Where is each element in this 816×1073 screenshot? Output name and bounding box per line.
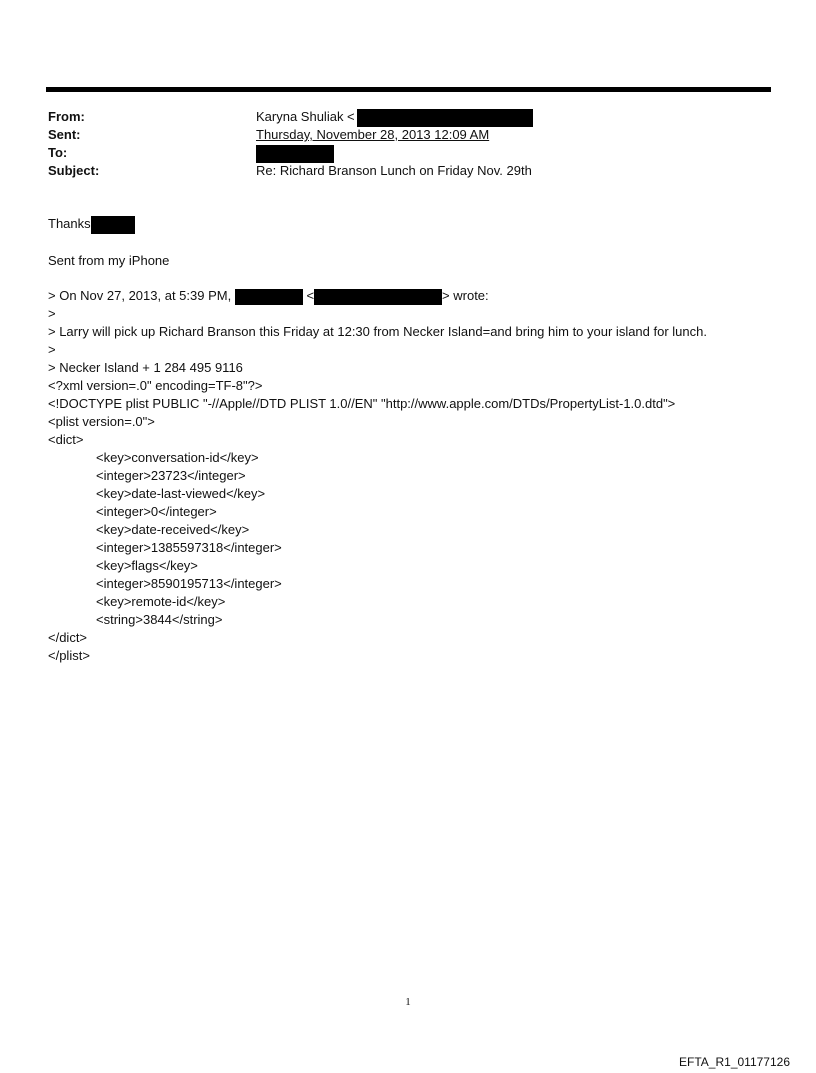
redaction-block bbox=[235, 289, 303, 305]
quote-gt-line: > bbox=[48, 306, 56, 321]
to-label: To: bbox=[48, 145, 68, 160]
xml-line: </dict> bbox=[48, 630, 88, 645]
redaction-block bbox=[314, 289, 442, 305]
subject-value: Re: Richard Branson Lunch on Friday Nov. 29th bbox=[256, 163, 532, 178]
xml-line: <dict> bbox=[48, 432, 84, 447]
xml-line: <string>3844</string> bbox=[96, 612, 223, 627]
xml-line: <plist version=.0"> bbox=[48, 414, 155, 429]
thanks-line bbox=[48, 215, 135, 234]
quote-suffix: > wrote: bbox=[442, 288, 489, 303]
quote-message-line: > Larry will pick up Richard Branson this Friday at 12:30 from Necker Island=and bring him to your island for lunch. bbox=[48, 324, 707, 339]
redaction-block bbox=[357, 109, 533, 127]
signature-line: Sent from my iPhone bbox=[48, 253, 170, 268]
to-value bbox=[256, 144, 334, 163]
redaction-block bbox=[91, 216, 135, 234]
xml-line: <?xml version=.0" encoding=TF-8"?> bbox=[48, 378, 263, 393]
subject-label: Subject: bbox=[48, 163, 100, 178]
quote-lt: < bbox=[306, 288, 315, 303]
xml-line: <key>date-received</key> bbox=[96, 522, 250, 537]
sent-label: Sent: bbox=[48, 127, 81, 142]
xml-line: <integer>1385597318</integer> bbox=[96, 540, 282, 555]
xml-line: </plist> bbox=[48, 648, 90, 663]
from-value bbox=[256, 108, 533, 127]
document-id: EFTA_R1_01177126 bbox=[679, 1055, 790, 1069]
quote-necker-line: > Necker Island + 1 284 495 9116 bbox=[48, 360, 243, 375]
redaction-block bbox=[256, 145, 334, 163]
xml-line: <integer>0</integer> bbox=[96, 504, 217, 519]
from-label: From: bbox=[48, 109, 85, 124]
from-name: Karyna Shuliak < bbox=[256, 109, 355, 124]
xml-line: <!DOCTYPE plist PUBLIC "-//Apple//DTD PLIST 1.0//EN" "http://www.apple.com/DTDs/PropertyList-1.0.dtd"> bbox=[48, 396, 676, 411]
quote-header-line bbox=[48, 287, 489, 305]
sent-value: Thursday, November 28, 2013 12:09 AM bbox=[256, 127, 490, 142]
header-rule bbox=[46, 87, 771, 92]
xml-line: <key>remote-id</key> bbox=[96, 594, 226, 609]
quote-gt-line: > bbox=[48, 342, 56, 357]
xml-line: <key>conversation-id</key> bbox=[96, 450, 259, 465]
thanks-text: Thanks bbox=[48, 216, 91, 231]
xml-line: <integer>8590195713</integer> bbox=[96, 576, 282, 591]
xml-line: <integer>23723</integer> bbox=[96, 468, 246, 483]
xml-line: <key>date-last-viewed</key> bbox=[96, 486, 266, 501]
page-number: 1 bbox=[405, 996, 411, 1008]
quote-prefix: > On Nov 27, 2013, at 5:39 PM, bbox=[48, 288, 232, 303]
xml-line: <key>flags</key> bbox=[96, 558, 198, 573]
